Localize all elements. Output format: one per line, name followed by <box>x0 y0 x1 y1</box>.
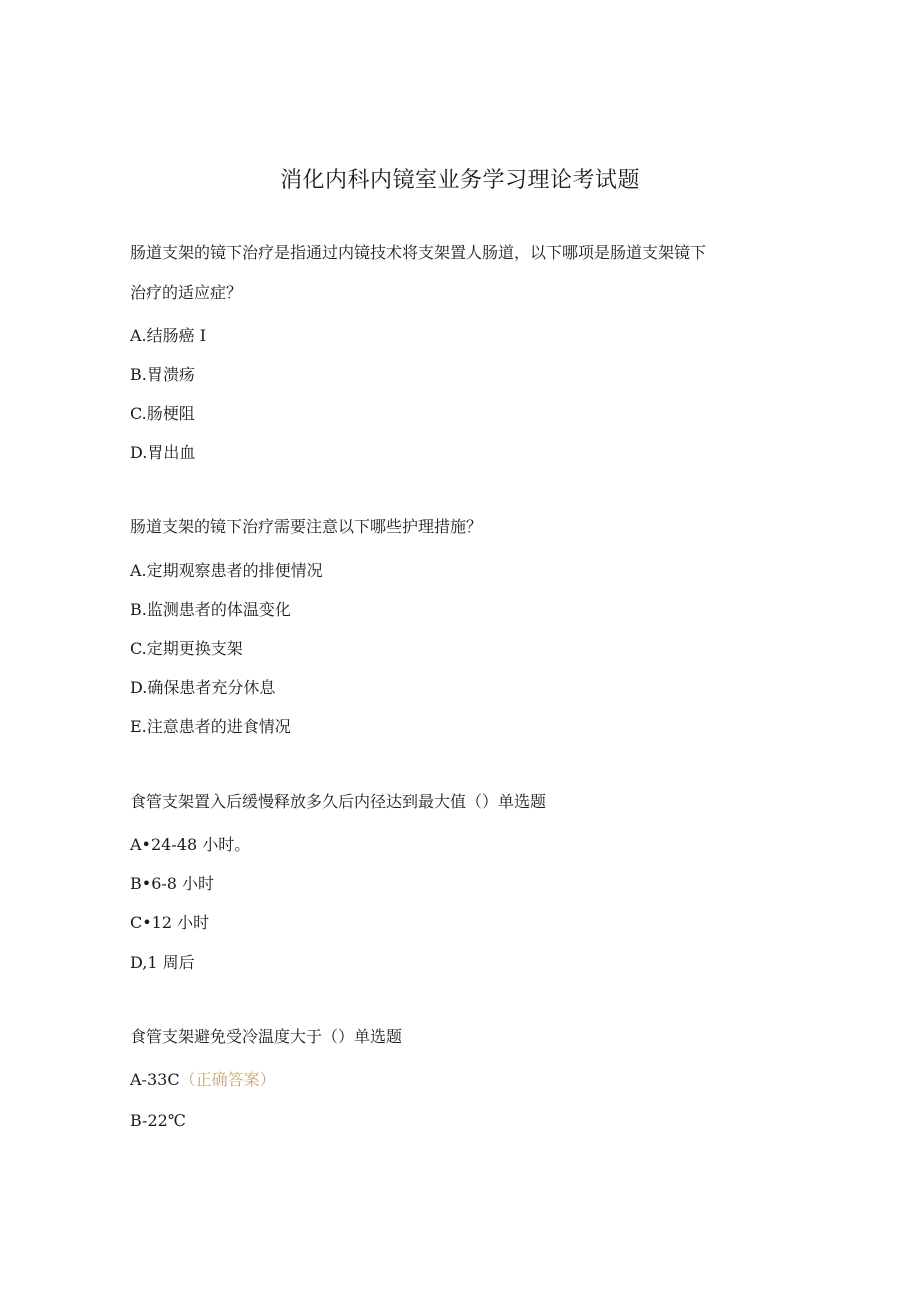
question-text: 肠道支架的镜下治疗需要注意以下哪些护理措施？ <box>130 517 483 536</box>
option-c: C.肠梗阻 <box>130 404 195 423</box>
option-e: E.注意患者的进食情况 <box>130 717 291 736</box>
option-d: D.确保患者充分休息 <box>130 678 276 697</box>
option-a: A.定期观察患者的排便情况 <box>130 561 323 580</box>
correct-answer-tag: （正确答案） <box>179 1070 276 1089</box>
question-text: 食管支架避免受冷温度大于（）单选题 <box>130 1027 403 1046</box>
option-c: C•12 小时 <box>130 913 210 932</box>
page-title: 消化内科内镜室业务学习理论考试题 <box>279 168 640 193</box>
option-a: A.结肠癌 I <box>130 326 207 345</box>
question-text: 治疗的适应症？ <box>130 283 243 302</box>
option-b: B•6-8 小时 <box>130 874 215 893</box>
option-b: B.胃溃疡 <box>130 365 195 384</box>
option-b: B.监测患者的体温变化 <box>130 600 291 619</box>
option-a <box>130 1069 276 1091</box>
option-c: C.定期更换支架 <box>130 639 243 658</box>
option-label: A-33C <box>130 1070 180 1089</box>
option-b: B-22℃ <box>130 1111 186 1130</box>
question-text: 肠道支架的镜下治疗是指通过内镜技术将支架置人肠道，以下哪项是肠道支架镜下 <box>130 243 707 262</box>
option-d: D.胃出血 <box>130 443 196 462</box>
option-a: A•24-48 小时。 <box>130 835 251 854</box>
question-text: 食管支架置入后缓慢释放多久后内径达到最大值（）单选题 <box>130 792 547 811</box>
option-d: D,1 周后 <box>130 953 195 972</box>
